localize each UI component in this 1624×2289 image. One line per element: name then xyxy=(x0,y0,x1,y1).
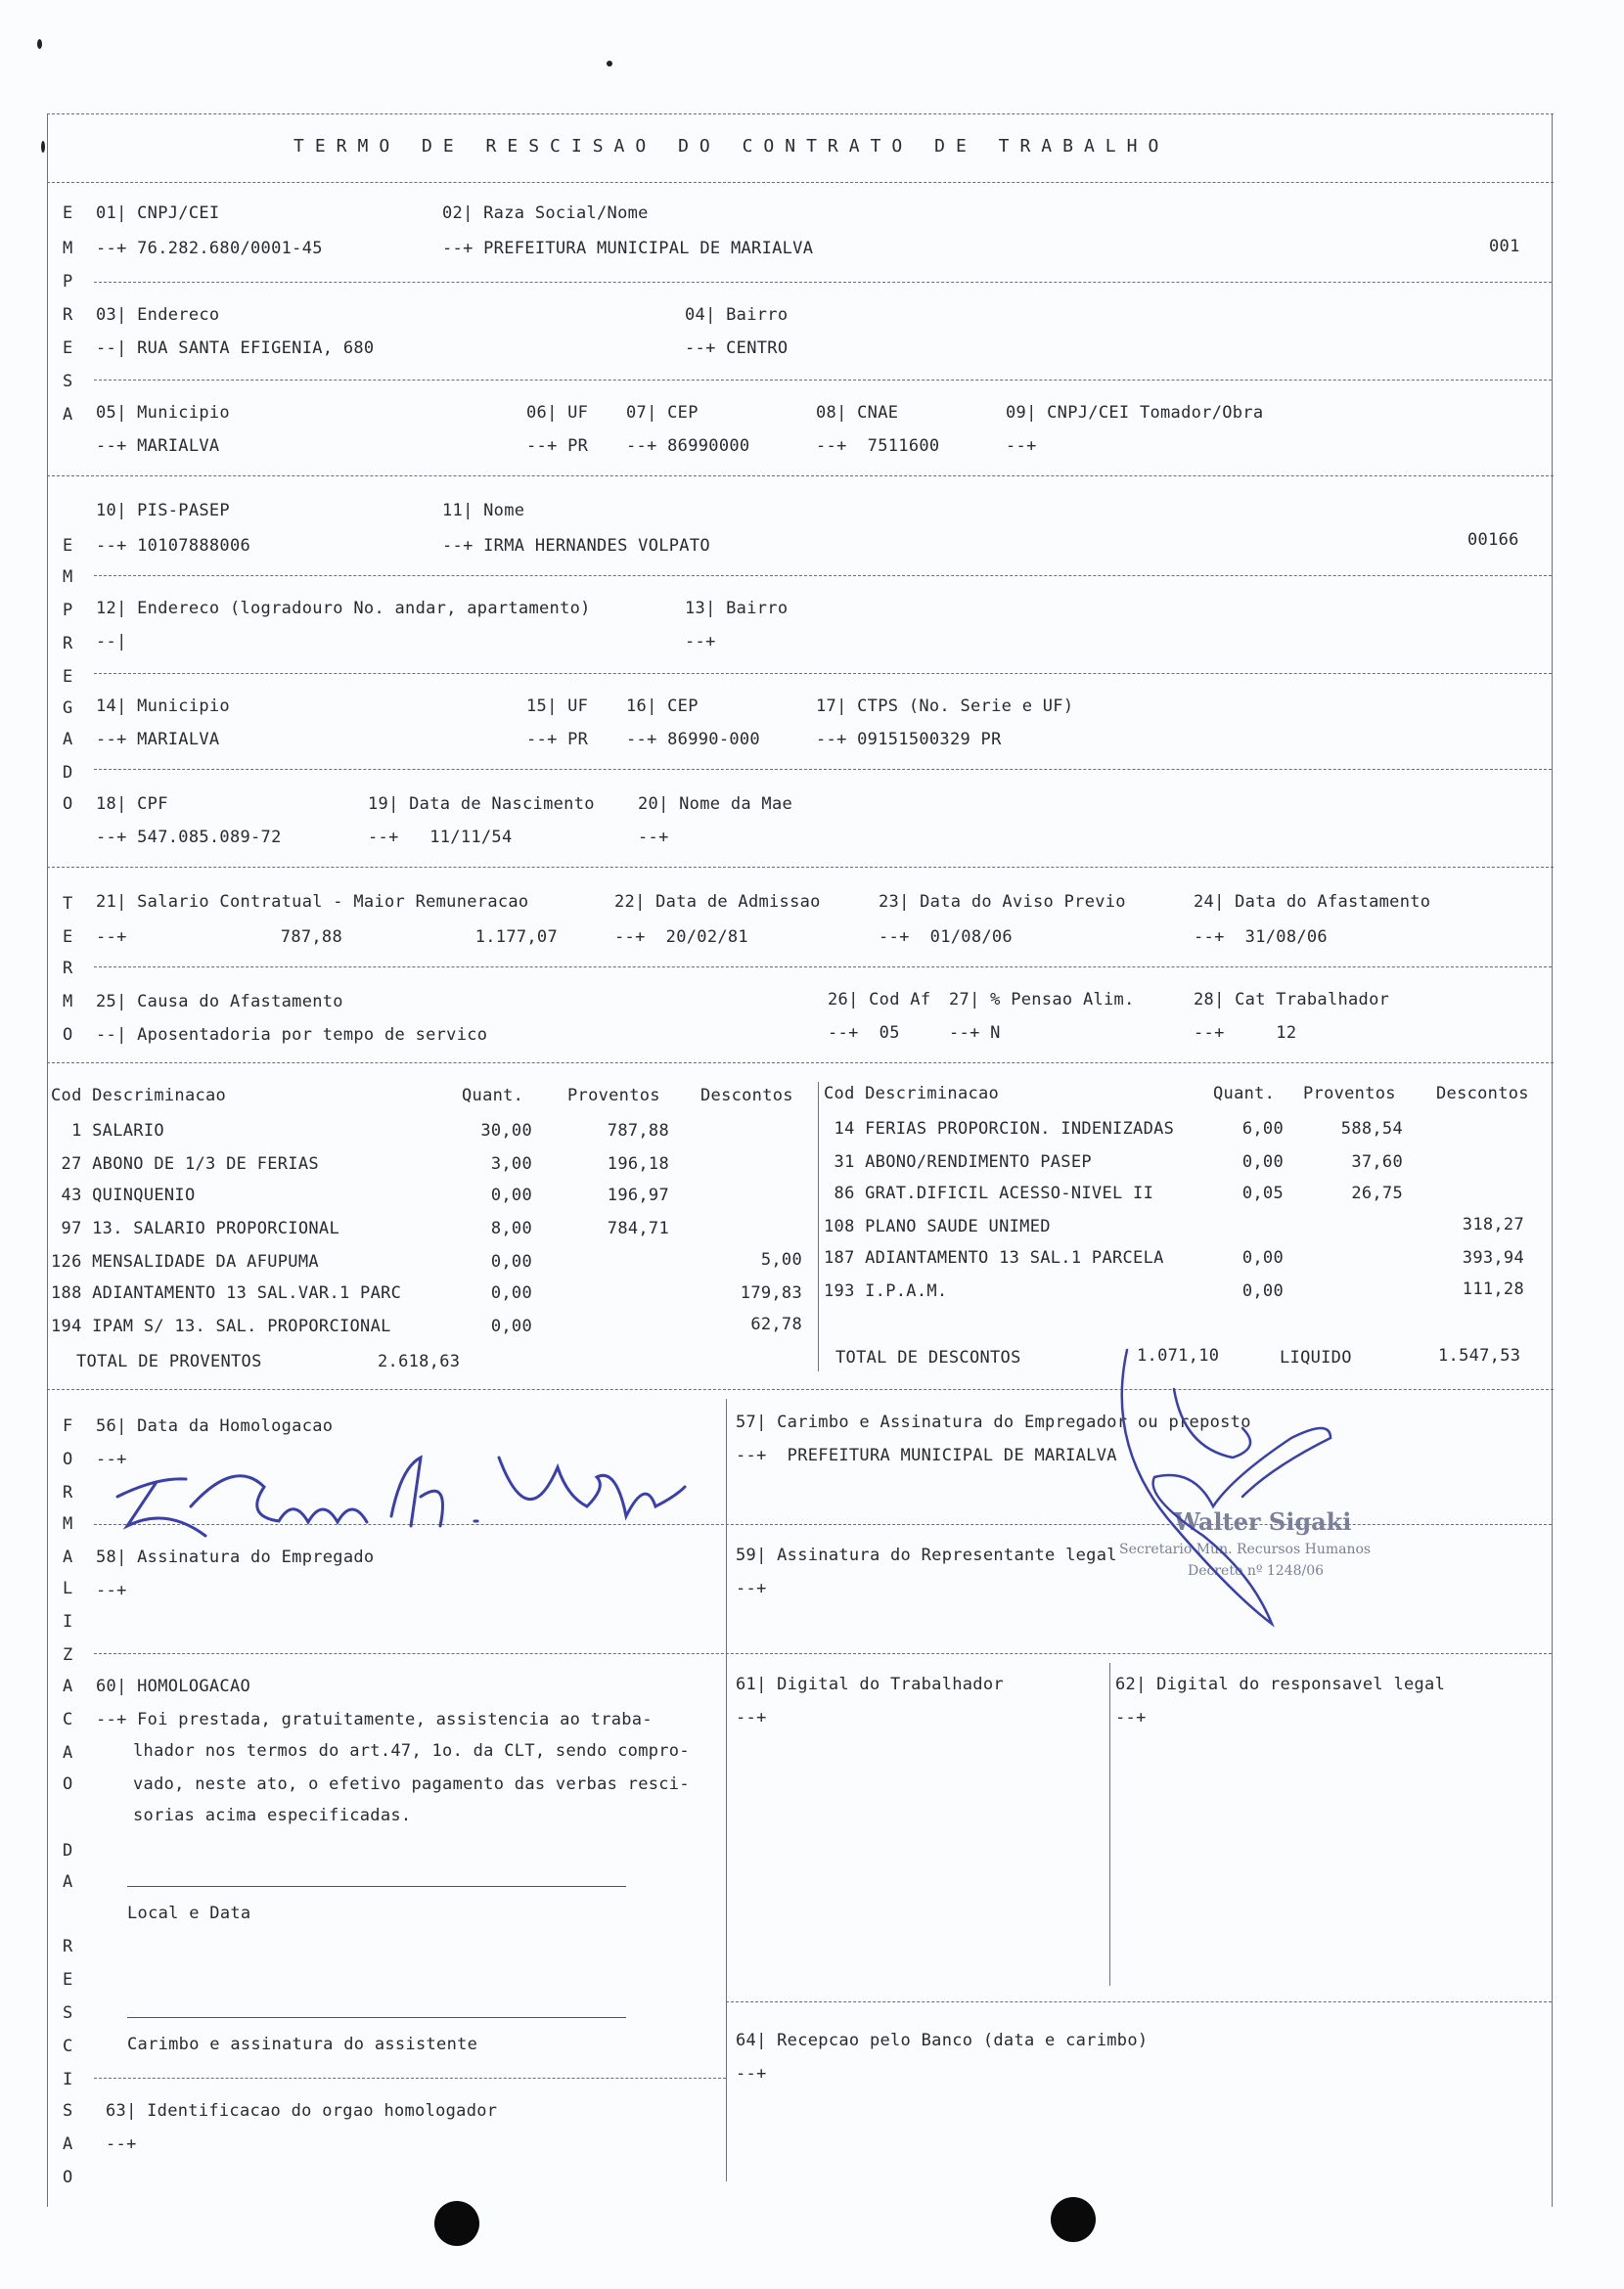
carimbo-assistente-label: Carimbo e assinatura do assistente xyxy=(127,2035,478,2054)
form-top-border xyxy=(47,113,1554,114)
employee-signature xyxy=(98,1438,704,1565)
municipio-label: 05| Municipio xyxy=(96,403,230,423)
cnpj-label: 01| CNPJ/CEI xyxy=(96,203,220,223)
verba-descontos: 393,94 xyxy=(1462,1248,1524,1268)
verba-proventos: 196,97 xyxy=(607,1186,669,1205)
side-letter: R xyxy=(63,634,73,653)
side-letter: A xyxy=(63,405,73,425)
side-letter: I xyxy=(63,1612,73,1632)
header-proventos-left: Proventos xyxy=(567,1086,660,1105)
side-letter: F xyxy=(63,1416,73,1436)
header-descontos-right: Descontos xyxy=(1436,1084,1529,1103)
side-letter: A xyxy=(63,1677,73,1696)
side-letter: S xyxy=(63,2003,73,2023)
separator xyxy=(94,673,1552,674)
side-letter: E xyxy=(63,667,73,687)
digital-trabalhador-value: --+ xyxy=(736,1708,767,1728)
local-data-label: Local e Data xyxy=(127,1904,251,1923)
separator xyxy=(94,380,1552,381)
verba-desc: 43 QUINQUENIO xyxy=(51,1186,196,1205)
page-mark xyxy=(37,39,42,49)
side-letter: O xyxy=(63,1025,73,1045)
verba-desc: 1 SALARIO xyxy=(51,1121,164,1141)
liquido-value: 1.547,53 xyxy=(1438,1346,1521,1366)
cnpj-value: --+ 76.282.680/0001-45 xyxy=(96,239,323,258)
verba-quant: 3,00 xyxy=(490,1154,532,1174)
punch-hole xyxy=(1051,2197,1096,2242)
side-letter: O xyxy=(63,2168,73,2187)
side-letter: E xyxy=(63,536,73,556)
recepcao-banco-label: 64| Recepcao pelo Banco (data e carimbo) xyxy=(736,2031,1149,2050)
uf-empregado-value: --+ PR xyxy=(526,730,589,749)
salario-value: 787,88 xyxy=(280,927,342,947)
side-letter: R xyxy=(63,1483,73,1503)
verba-proventos: 37,60 xyxy=(1351,1152,1403,1172)
homologacao-text: --+ Foi prestada, gratuitamente, assistencia ao traba- xyxy=(96,1710,653,1729)
punch-hole xyxy=(434,2201,479,2246)
verba-quant: 0,00 xyxy=(1241,1152,1284,1172)
header-quant-right: Quant. xyxy=(1213,1084,1276,1103)
stamp-name: Walter Sigaki xyxy=(1174,1507,1352,1536)
side-letter: S xyxy=(63,372,73,391)
verba-descontos: 179,83 xyxy=(740,1283,802,1303)
side-letter: L xyxy=(63,1579,73,1598)
total-proventos-label: TOTAL DE PROVENTOS xyxy=(76,1352,262,1371)
verba-quant: 8,00 xyxy=(490,1219,532,1238)
separator xyxy=(94,282,1552,283)
verba-quant: 30,00 xyxy=(480,1121,532,1141)
pensao-value: --+ N xyxy=(949,1023,1001,1043)
nome-mae-value: --+ xyxy=(638,828,669,847)
razao-social-label: 02| Raza Social/Nome xyxy=(442,203,649,223)
admissao-label: 22| Data de Admissao xyxy=(614,892,821,912)
homologacao-text: vado, neste ato, o efetivo pagamento das verbas resci- xyxy=(133,1774,690,1794)
total-descontos-label: TOTAL DE DESCONTOS xyxy=(835,1348,1021,1368)
bairro-empregado-value: --+ xyxy=(685,632,716,651)
side-letter: C xyxy=(63,1710,73,1729)
separator xyxy=(47,867,1554,868)
stamp-decree: Decreto nº 1248/06 xyxy=(1188,1563,1325,1579)
verba-desc: 126 MENSALIDADE DA AFUPUMA xyxy=(51,1252,319,1272)
salario-label: 21| Salario Contratual - Maior Remuneracao xyxy=(96,892,529,912)
verba-desc: 97 13. SALARIO PROPORCIONAL xyxy=(51,1219,339,1238)
side-letter: A xyxy=(63,730,73,749)
document-title: TERMO DE RESCISAO DO CONTRATO DE TRABALHO xyxy=(293,136,1170,157)
side-letter: A xyxy=(63,1743,73,1763)
verba-descontos: 5,00 xyxy=(760,1250,802,1270)
side-letter: R xyxy=(63,1937,73,1956)
razao-social-value: --+ PREFEITURA MUNICIPAL DE MARIALVA xyxy=(442,239,814,258)
side-letter: O xyxy=(63,794,73,814)
verba-quant: 0,00 xyxy=(1241,1248,1284,1268)
header-cod-left: Cod Descriminacao xyxy=(51,1086,227,1105)
header-descontos-left: Descontos xyxy=(700,1086,793,1105)
side-letter: I xyxy=(63,2070,73,2089)
cep-label: 07| CEP xyxy=(626,403,699,423)
side-letter: P xyxy=(63,601,73,620)
uf-empregado-label: 15| UF xyxy=(526,696,589,716)
afastamento-label: 24| Data do Afastamento xyxy=(1194,892,1431,912)
local-data-line xyxy=(127,1886,626,1887)
side-letter: M xyxy=(63,1514,73,1534)
side-letter: M xyxy=(63,239,73,258)
salario-prefix: --+ xyxy=(96,927,127,947)
bairro-label: 04| Bairro xyxy=(685,305,789,325)
cnae-label: 08| CNAE xyxy=(816,403,899,423)
verba-proventos: 588,54 xyxy=(1340,1119,1403,1139)
verba-quant: 0,00 xyxy=(490,1186,532,1205)
digital-trabalhador-label: 61| Digital do Trabalhador xyxy=(736,1675,1004,1694)
digital-responsavel-value: --+ xyxy=(1115,1708,1147,1728)
verba-quant: 0,00 xyxy=(490,1252,532,1272)
verba-quant: 0,00 xyxy=(490,1283,532,1303)
carimbo-empregador-value: --+ PREFEITURA MUNICIPAL DE MARIALVA xyxy=(736,1446,1117,1465)
verba-desc: 31 ABONO/RENDIMENTO PASEP xyxy=(824,1152,1092,1172)
nome-value: --+ IRMA HERNANDES VOLPATO xyxy=(442,536,710,556)
pis-value: --+ 10107888006 xyxy=(96,536,251,556)
ctps-value: --+ 09151500329 PR xyxy=(816,730,1002,749)
verba-quant: 0,00 xyxy=(490,1317,532,1336)
afastamento-value: --+ 31/08/06 xyxy=(1194,927,1328,947)
verba-desc: 194 IPAM S/ 13. SAL. PROPORCIONAL xyxy=(51,1317,391,1336)
uf-value: --+ PR xyxy=(526,436,589,456)
side-letter: A xyxy=(63,1548,73,1567)
verba-descontos: 62,78 xyxy=(750,1315,802,1334)
separator xyxy=(726,2001,1552,2002)
representative-signature xyxy=(1037,1330,1350,1643)
side-letter: A xyxy=(63,2134,73,2154)
assinatura-representante-value: --+ xyxy=(736,1579,767,1598)
tomador-label: 09| CNPJ/CEI Tomador/Obra xyxy=(1006,403,1264,423)
side-letter: Z xyxy=(63,1645,73,1665)
cep-empregado-label: 16| CEP xyxy=(626,696,699,716)
cpf-label: 18| CPF xyxy=(96,794,168,814)
assinatura-representante-label: 59| Assinatura do Representante legal xyxy=(736,1546,1117,1565)
side-letter: D xyxy=(63,1841,73,1861)
verba-quant: 0,05 xyxy=(1241,1184,1284,1203)
side-letter: M xyxy=(63,992,73,1011)
homologacao-text: lhador nos termos do art.47, 1o. da CLT, sendo compro- xyxy=(133,1741,690,1761)
separator xyxy=(47,1062,1554,1063)
page-mark xyxy=(607,61,612,67)
endereco-empregado-value: --| xyxy=(96,632,127,651)
aviso-previo-label: 23| Data do Aviso Previo xyxy=(879,892,1126,912)
cat-trabalhador-value: --+ 12 xyxy=(1194,1023,1297,1043)
liquido-label: LIQUIDO xyxy=(1280,1348,1352,1368)
cpf-value: --+ 547.085.089-72 xyxy=(96,828,282,847)
admissao-value: --+ 20/02/81 xyxy=(614,927,748,947)
homologacao-label: 60| HOMOLOGACAO xyxy=(96,1677,251,1696)
separator xyxy=(47,475,1554,476)
separator xyxy=(47,182,1554,183)
nascimento-label: 19| Data de Nascimento xyxy=(368,794,595,814)
verba-desc: 27 ABONO DE 1/3 DE FERIAS xyxy=(51,1154,319,1174)
aviso-previo-value: --+ 01/08/06 xyxy=(879,927,1013,947)
header-quant-left: Quant. xyxy=(462,1086,524,1105)
side-letter: A xyxy=(63,1872,73,1892)
side-letter: E xyxy=(63,1970,73,1990)
cod-af-label: 26| Cod Af xyxy=(828,990,931,1010)
nascimento-value: --+ 11/11/54 xyxy=(368,828,513,847)
tomador-value: --+ xyxy=(1006,436,1037,456)
pensao-label: 27| % Pensao Alim. xyxy=(949,990,1135,1010)
causa-label: 25| Causa do Afastamento xyxy=(96,992,343,1011)
column-divider xyxy=(726,1399,727,2181)
verba-desc: 14 FERIAS PROPORCION. INDENIZADAS xyxy=(824,1119,1175,1139)
bairro-value: --+ CENTRO xyxy=(685,338,789,358)
side-letter: E xyxy=(63,927,73,947)
cod-af-value: --+ 05 xyxy=(828,1023,900,1043)
endereco-value: --| RUA SANTA EFIGENIA, 680 xyxy=(96,338,375,358)
verba-desc: 188 ADIANTAMENTO 13 SAL.VAR.1 PARC xyxy=(51,1283,402,1303)
uf-label: 06| UF xyxy=(526,403,589,423)
pis-label: 10| PIS-PASEP xyxy=(96,501,230,520)
homologacao-data-value: --+ xyxy=(96,1450,127,1469)
employee-code: 00166 xyxy=(1467,530,1519,550)
header-cod-right: Cod Descriminacao xyxy=(824,1084,1000,1103)
carimbo-empregador-label: 57| Carimbo e Assinatura do Empregador ou preposto xyxy=(736,1413,1251,1432)
verba-proventos: 787,88 xyxy=(607,1121,669,1141)
verba-proventos: 26,75 xyxy=(1351,1184,1403,1203)
page-mark xyxy=(41,141,45,153)
municipio-value: --+ MARIALVA xyxy=(96,436,220,456)
homologacao-data-label: 56| Data da Homologacao xyxy=(96,1416,334,1436)
verba-descontos: 318,27 xyxy=(1462,1215,1524,1234)
side-letter: C xyxy=(63,2037,73,2056)
total-proventos-value: 2.618,63 xyxy=(378,1352,461,1371)
side-letter: R xyxy=(63,305,73,325)
verba-proventos: 784,71 xyxy=(607,1219,669,1238)
maior-remuneracao-value: 1.177,07 xyxy=(474,927,558,947)
bairro-empregado-label: 13| Bairro xyxy=(685,599,789,618)
side-letter: T xyxy=(63,894,73,914)
employer-code: 001 xyxy=(1489,237,1520,256)
verba-desc: 86 GRAT.DIFICIL ACESSO-NIVEL II xyxy=(824,1184,1154,1203)
verba-quant: 0,00 xyxy=(1241,1281,1284,1301)
side-letter: P xyxy=(63,272,73,292)
municipio-empregado-value: --+ MARIALVA xyxy=(96,730,220,749)
causa-value: --| Aposentadoria por tempo de servico xyxy=(96,1025,488,1045)
nome-mae-label: 20| Nome da Mae xyxy=(638,794,793,814)
cep-value: --+ 86990000 xyxy=(626,436,750,456)
separator xyxy=(94,1653,1552,1654)
side-letter: R xyxy=(63,959,73,978)
assinatura-empregado-label: 58| Assinatura do Empregado xyxy=(96,1548,375,1567)
separator xyxy=(94,2078,726,2079)
digital-divider xyxy=(1109,1663,1110,1986)
carimbo-line xyxy=(127,2017,626,2018)
side-letter: O xyxy=(63,1450,73,1469)
side-letter: S xyxy=(63,2101,73,2121)
header-proventos-right: Proventos xyxy=(1303,1084,1396,1103)
form-right-border xyxy=(1552,113,1553,2207)
nome-label: 11| Nome xyxy=(442,501,525,520)
orgao-homologador-label: 63| Identificacao do orgao homologador xyxy=(106,2101,498,2121)
stamp-role: Secretario Mun. Recursos Humanos xyxy=(1119,1542,1372,1557)
endereco-label: 03| Endereco xyxy=(96,305,220,325)
total-descontos-value: 1.071,10 xyxy=(1137,1346,1220,1366)
verba-proventos: 196,18 xyxy=(607,1154,669,1174)
municipio-empregado-label: 14| Municipio xyxy=(96,696,230,716)
ctps-label: 17| CTPS (No. Serie e UF) xyxy=(816,696,1074,716)
verba-desc: 108 PLANO SAUDE UNIMED xyxy=(824,1217,1051,1236)
assinatura-empregado-value: --+ xyxy=(96,1581,127,1600)
verba-quant: 6,00 xyxy=(1241,1119,1284,1139)
form-left-border xyxy=(47,113,48,2207)
separator xyxy=(94,575,1552,576)
side-letter: O xyxy=(63,1774,73,1794)
side-letter: E xyxy=(63,203,73,223)
table-divider xyxy=(818,1082,819,1371)
verba-desc: 193 I.P.A.M. xyxy=(824,1281,948,1301)
side-letter: G xyxy=(63,698,73,718)
recepcao-banco-value: --+ xyxy=(736,2064,767,2084)
cnae-value: --+ 7511600 xyxy=(816,436,940,456)
verba-desc: 187 ADIANTAMENTO 13 SAL.1 PARCELA xyxy=(824,1248,1164,1268)
side-letter: M xyxy=(63,567,73,587)
side-letter: D xyxy=(63,763,73,783)
homologacao-text: sorias acima especificadas. xyxy=(133,1806,412,1825)
verba-descontos: 111,28 xyxy=(1462,1279,1524,1299)
separator xyxy=(94,769,1552,770)
cat-trabalhador-label: 28| Cat Trabalhador xyxy=(1194,990,1390,1010)
side-letter: E xyxy=(63,338,73,358)
separator xyxy=(94,966,1552,967)
digital-responsavel-label: 62| Digital do responsavel legal xyxy=(1115,1675,1446,1694)
cep-empregado-value: --+ 86990-000 xyxy=(626,730,760,749)
endereco-empregado-label: 12| Endereco (logradouro No. andar, apartamento) xyxy=(96,599,591,618)
orgao-homologador-value: --+ xyxy=(106,2134,137,2154)
